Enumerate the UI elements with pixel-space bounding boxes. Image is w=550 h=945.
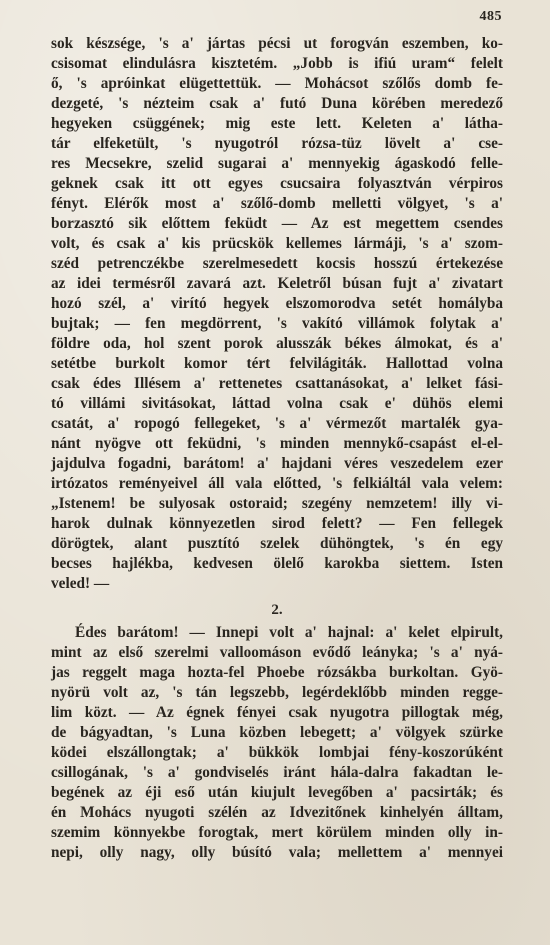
page-number: 485 <box>479 9 502 24</box>
text-line: fényt. Elérők most a' szőlő-domb melletti völgyet, 's a' <box>51 195 503 212</box>
text-line: nyörü volt az, 's tán legszebb, legérdeklőbb minden regge- <box>51 684 503 701</box>
text-line: setétbe burkolt komor tért felvilágiták. Hallottad volna <box>51 355 503 372</box>
text-line: földre oda, hol szent porok alusszák békes álmokat, és a' <box>51 335 503 352</box>
text-line: én Mohács nyugoti szélén az Idvezitőnek kinhelyén álltam, <box>51 804 503 821</box>
text-line: geknek csak itt ott egyes csucsaira folyasztván vérpiros <box>51 175 503 192</box>
text-line: „Istenem! be sulyosak ostoraid; szegény nemzetem! illy vi- <box>51 495 503 512</box>
text-line: jas reggelt maga hozta-fel Phoebe rózsákba burkoltan. Gyö- <box>51 664 503 681</box>
text-line: az idei termésről zavará azt. Keletről búsan fujt a' zivatart <box>51 275 503 292</box>
text-line: nánt nyögve ott feküdni, 's minden mennykő-csapást el-el- <box>51 435 503 452</box>
text-line: hozó szél, a' virító hegyek elszomorodva setét homályba <box>51 295 503 312</box>
text-line: becses hajlékba, kedvesen ölelő karokba siettem. Isten <box>51 555 503 572</box>
text-line: dörögtek, alant pusztító szelek dühöngtek, 's én egy <box>51 535 503 552</box>
paragraph-2 <box>51 623 503 863</box>
text-line: ködei elszállongtak; a' bükkök lombjai fény-koszorúként <box>51 744 503 761</box>
text-line: Édes barátom! — Innepi volt a' hajnal: a' kelet elpirult, <box>75 624 503 641</box>
text-line: lim közt. — Az égnek fényei csak nyugotra pillogtak még, <box>51 704 503 721</box>
text-line: dezgeté, 's nézteim csak a' futó Duna körében meredező <box>51 95 503 112</box>
text-line: tó villámi sivitásokat, láttad volna csak e' dühös elemi <box>51 395 503 412</box>
text-line: veled! — <box>51 575 110 592</box>
text-line: csatát, a' ropogó fellegeket, 's a' vérmezőt martalék gya- <box>51 415 503 432</box>
text-line: csillogának, 's a' gondviselés iránt hála-dalra fakadtan le- <box>51 764 503 781</box>
text-line: bujtak; — fen megdörrent, 's vakító villámok folytak a' <box>51 315 503 332</box>
paragraph-1 <box>51 34 503 594</box>
text-line: tár elfeketült, 's nyugotról rózsa-tüz lövelt a' cse- <box>51 135 503 152</box>
text-line: ő, 's apróinkat elügettettük. — Mohácsot szőlős domb fe- <box>51 75 503 92</box>
body-text <box>51 34 503 863</box>
text-line: nepi, olly nagy, olly búsító vala; mellettem a' mennyei <box>51 844 503 861</box>
text-line: jajdulva fogadni, barátom! a' hajdani véres veszedelem ezer <box>51 455 503 472</box>
text-line: begének az éji eső után kiujult levegőben a' pacsirták; és <box>51 784 503 801</box>
text-line: széd petrenczékbe szerelmesedett kocsis hosszú értekezése <box>51 255 503 272</box>
text-line: irtózatos reményeivel áll vala előtted, 's felkiáltál vala velem: <box>51 475 503 492</box>
text-line: mint az első szerelmi valloomáson evődő leányka; 's a' nyá- <box>51 644 503 661</box>
text-line: szemim könnyekbe forogtak, mert körülem minden olly in- <box>51 824 503 841</box>
text-line: res Mecsekre, szelid sugarai a' mennyekig ágaskodó felle- <box>51 155 503 172</box>
text-line: hegyeken csüggének; mig este lett. Keleten a' látha- <box>51 115 503 132</box>
text-line: borzasztó sik előttem feküdt — Az est megettem csendes <box>51 215 503 232</box>
text-line: harok dulnak könnyezetlen sirod felett? — Fen fellegek <box>51 515 503 532</box>
section-number: 2. <box>271 602 283 618</box>
text-line: sok készsége, 's a' jártas pécsi ut forogván eszemben, ko- <box>51 35 503 52</box>
text-line: csisomat elindulásra kisztetém. „Jobb is ifiú uram“ felelt <box>51 55 503 72</box>
text-line: csak édes Illésem a' rettenetes csattanásokat, a' lelket fási- <box>51 375 503 392</box>
text-line: volt, és csak a' kis prücskök kellemes lármáji, 's a' szom- <box>51 235 503 252</box>
text-line: de bágyadtan, 's Luna közben lebegett; a' völgyek szürke <box>51 724 503 741</box>
